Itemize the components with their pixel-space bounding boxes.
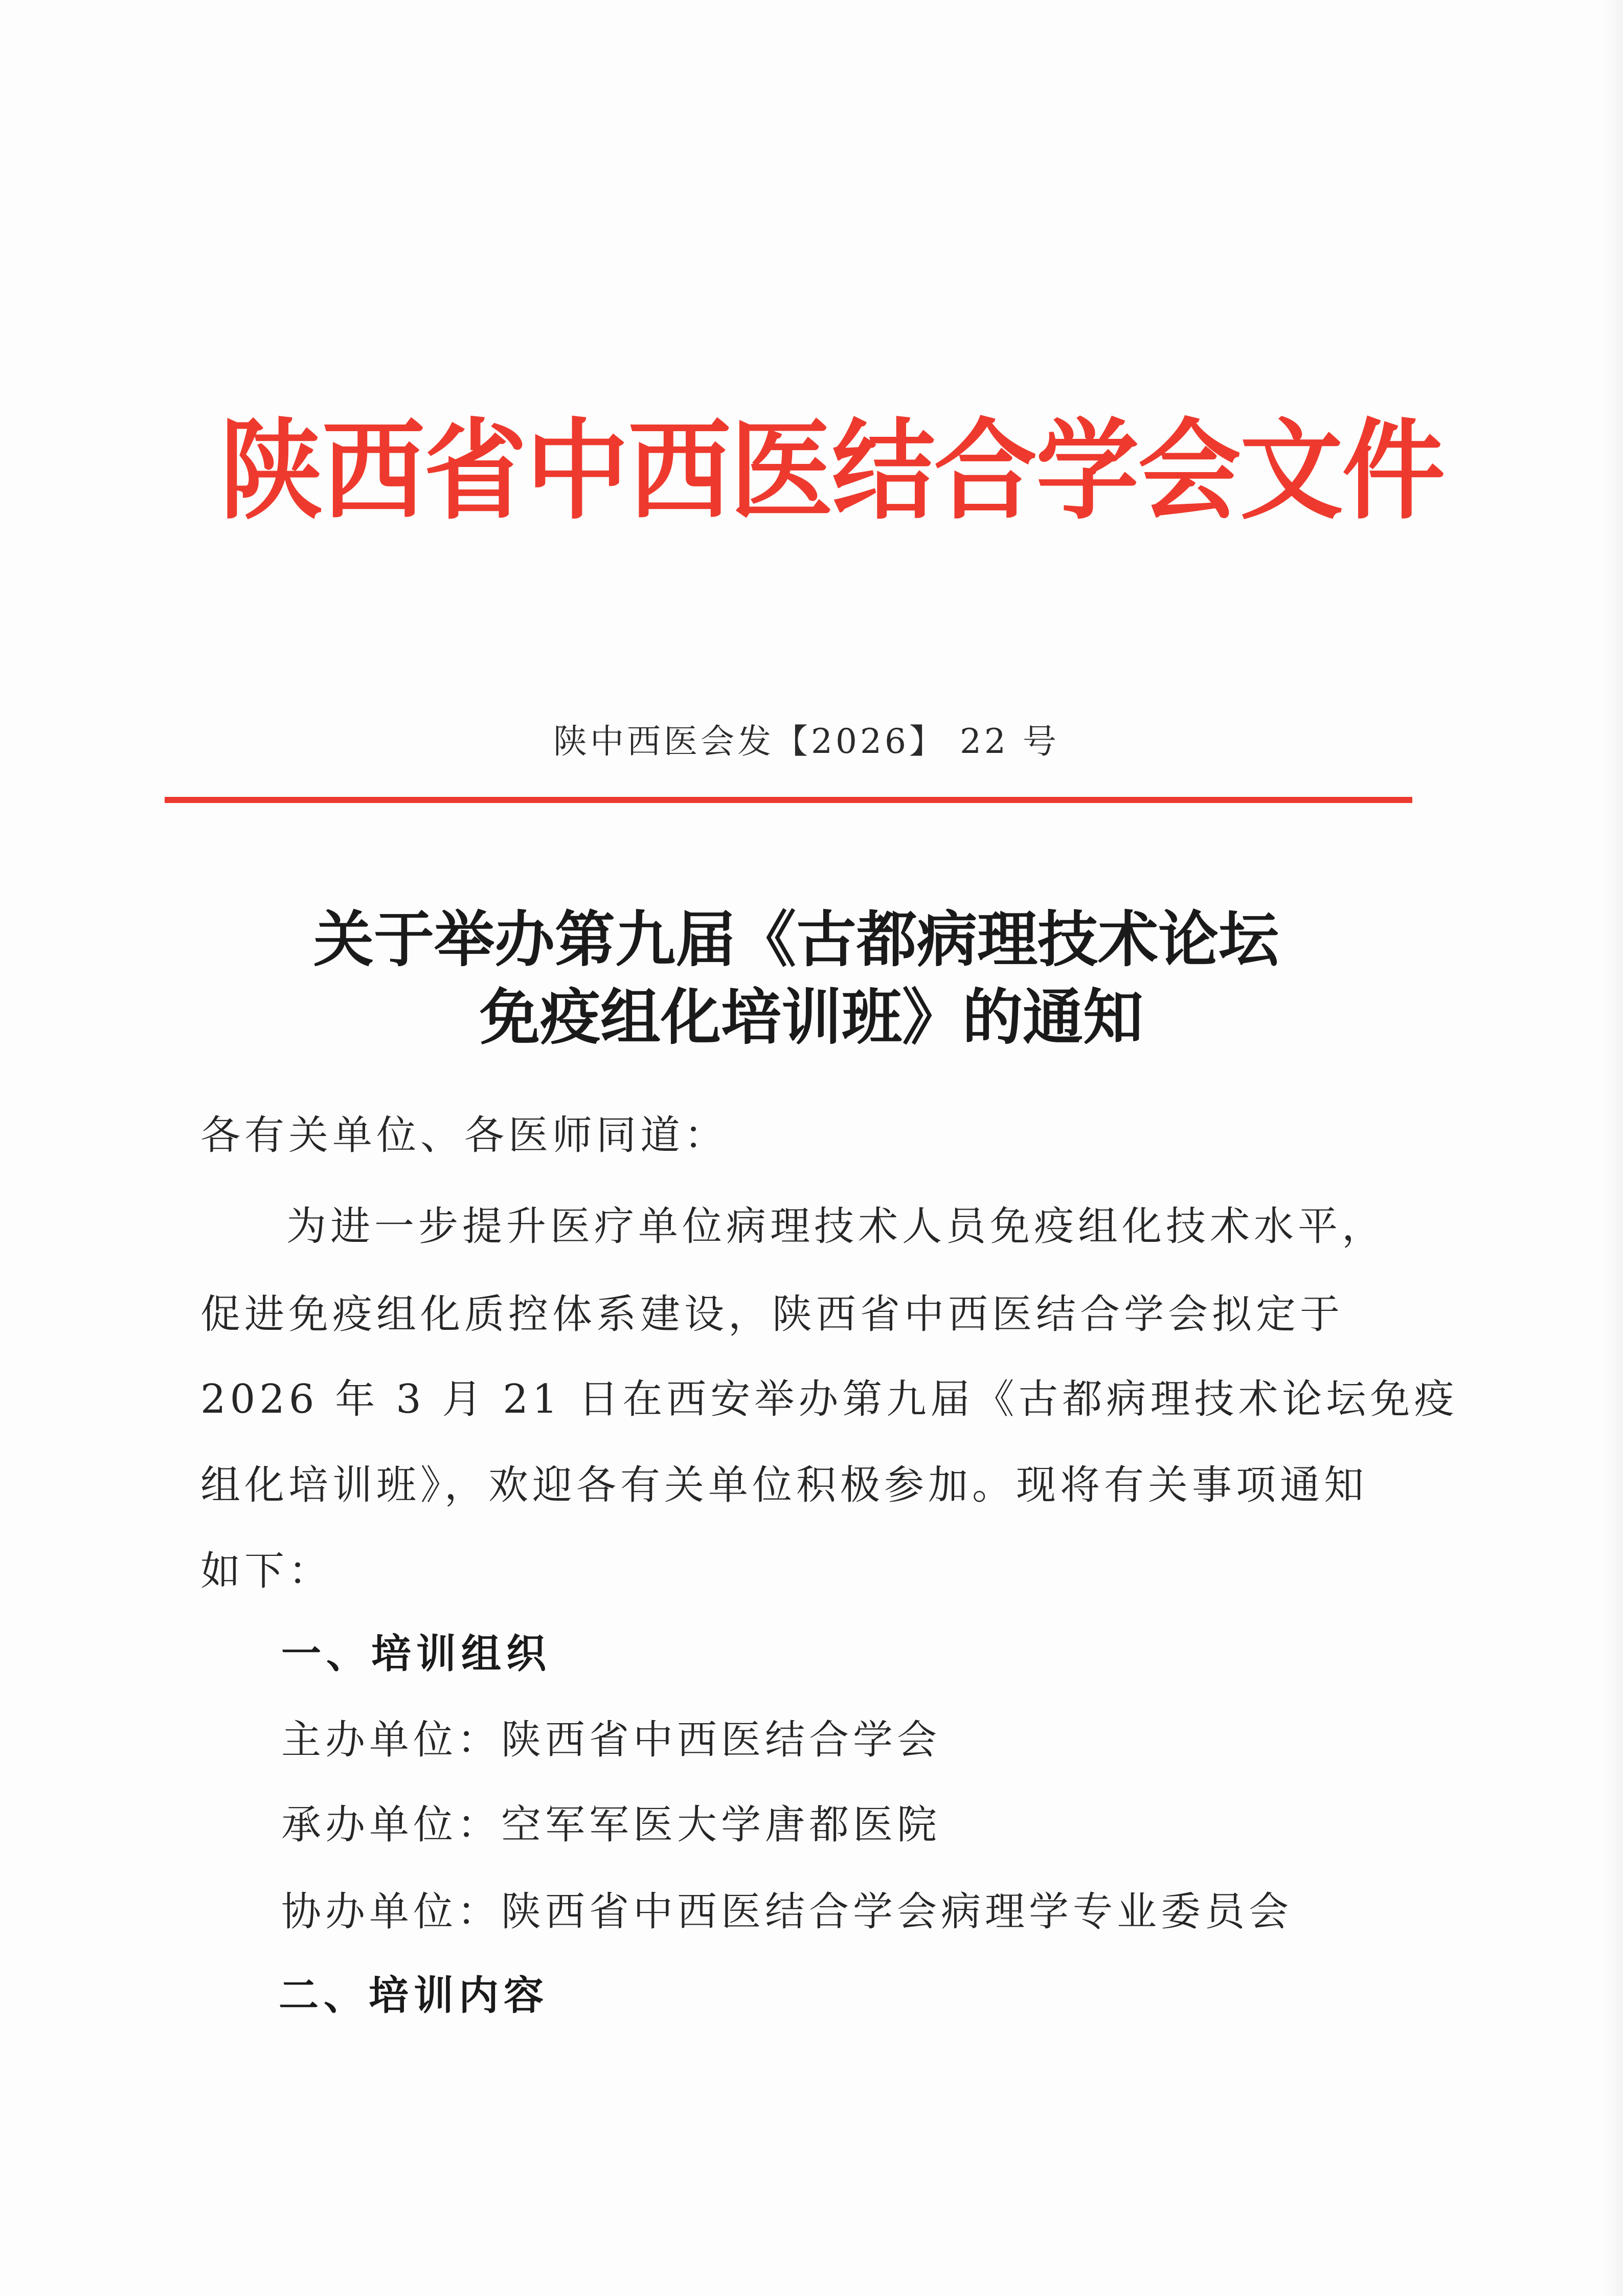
co-organizer-unit: 协办单位：陕西省中西医结合学会病理学专业委员会 xyxy=(281,1889,1293,1935)
salutation: 各有关单位、各医师同道： xyxy=(200,1112,729,1158)
notice-title-line-1: 关于举办第九届《古都病理技术论坛 xyxy=(313,904,1279,975)
intro-line-1: 为进一步提升医疗单位病理技术人员免疫组化技术水平， xyxy=(286,1203,1386,1250)
section-1-heading: 一、培训组织 xyxy=(281,1631,552,1677)
organization-header-title: 陕西省中西医结合学会文件 xyxy=(220,407,1444,534)
intro-line-3: 2026 年 3 月 21 日在西安举办第九届《古都病理技术论坛免疫 xyxy=(200,1376,1458,1422)
host-unit: 主办单位：陕西省中西医结合学会 xyxy=(281,1717,941,1763)
intro-line-4: 组化培训班》，欢迎各有关单位积极参加。现将有关事项通知 xyxy=(200,1462,1368,1508)
intro-line-5: 如下： xyxy=(200,1548,333,1594)
section-2-heading: 二、培训内容 xyxy=(279,1972,549,2019)
red-separator-rule xyxy=(165,797,1412,803)
scan-edge-shadow xyxy=(1603,0,1623,2296)
notice-title-line-2: 免疫组化培训班》的通知 xyxy=(479,982,1143,1053)
document-number: 陕中西医会发【2026】 22 号 xyxy=(553,722,1060,761)
intro-line-2: 促进免疫组化质控体系建设，陕西省中西医结合学会拟定于 xyxy=(200,1291,1344,1338)
organizer-unit: 承办单位：空军军医大学唐都医院 xyxy=(281,1802,941,1848)
